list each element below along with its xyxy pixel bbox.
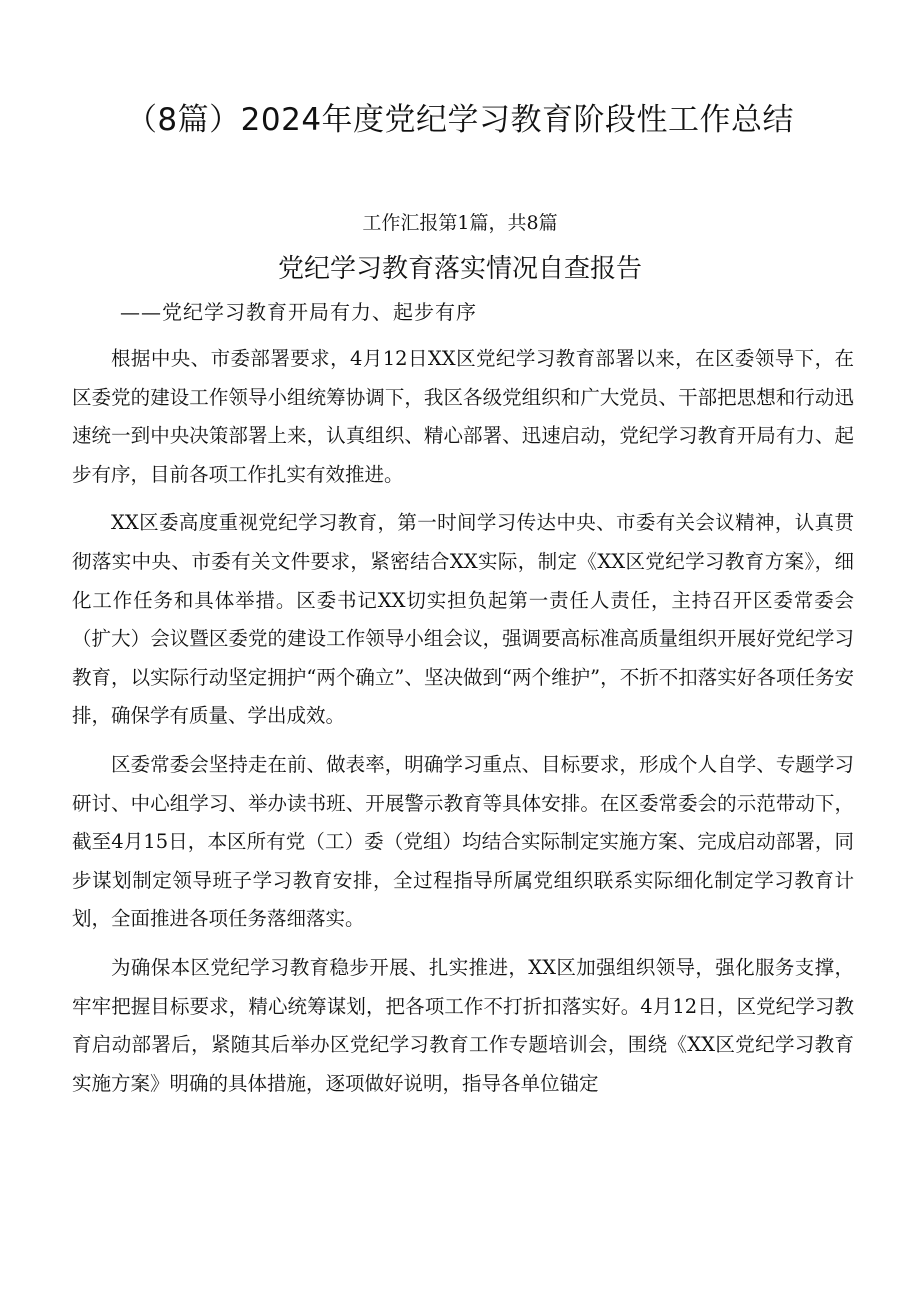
body-paragraph-1: 根据中央、市委部署要求，4月12日XX区党纪学习教育部署以来，在区委领导下，在区委党的建设工作领导小组统筹协调下，我区各级党组织和广大党员、干部把思想和行动迅速统一到中央决策部署上来，认真组织、精心部署、迅速启动，党纪学习教育开局有力、起步有序，目前各项工作扎实有效推进。 bbox=[72, 347, 854, 486]
part-label: 工作汇报第1篇，共8篇 bbox=[362, 212, 558, 234]
body-paragraph-3: 区委常委会坚持走在前、做表率，明确学习重点、目标要求，形成个人自学、专题学习研讨、中心组学习、举办读书班、开展警示教育等具体安排。在区委常委会的示范带动下，截至4月15日，本区所有党（工）委（党组）均结合实际制定实施方案、完成启动部署，同步谋划制定领导班子学习教育安排，全过程指导所属党组织联系实际细化制定学习教育计划，全面推进各项任务落细落实。 bbox=[72, 752, 854, 931]
document-title: （8篇）2024年度党纪学习教育阶段性工作总结 bbox=[125, 102, 795, 138]
document-body bbox=[72, 340, 854, 1113]
report-title: 党纪学习教育落实情况自查报告 bbox=[277, 254, 642, 284]
body-paragraph-4: 为确保本区党纪学习教育稳步开展、扎实推进，XX区加强组织领导，强化服务支撑，牢牢把握目标要求，精心统筹谋划，把各项工作不打折扣落实好。4月12日，区党纪学习教育启动部署后，紧随其后举办区党纪学习教育工作专题培训会，围绕《XX区党纪学习教育实施方案》明确的具体措施，逐项做好说明，指导各单位锚定 bbox=[72, 955, 854, 1095]
body-paragraph-2: XX区委高度重视党纪学习教育，第一时间学习传达中央、市委有关会议精神，认真贯彻落实中央、市委有关文件要求，紧密结合XX实际，制定《XX区党纪学习教育方案》，细化工作任务和具体举措。区委书记XX切实担负起第一责任人责任，主持召开区委常委会（扩大）会议暨区委党的建设工作领导小组会议，强调要高标准高质量组织开展好党纪学习教育，以实际行动坚定拥护“两个确立”、坚决做到“两个维护”，不折不扣落实好各项任务安排，确保学有质量、学出成效。 bbox=[72, 511, 854, 728]
report-subtitle: ——党纪学习教育开局有力、起步有序 bbox=[120, 300, 477, 324]
